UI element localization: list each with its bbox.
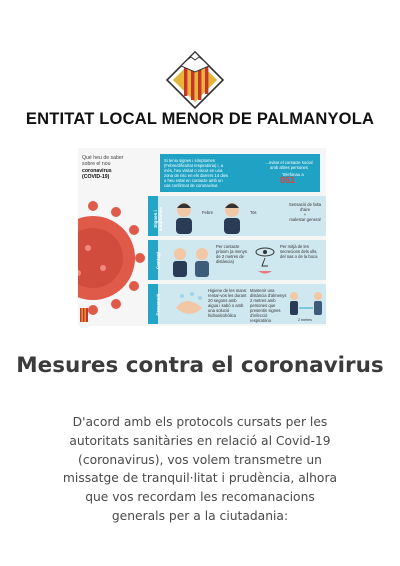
handwashing-text: Higiene de les mans: rentar-vos les durant 20 segons amb aigua i sabó o amb una solució hidroalcohòlica [208, 288, 248, 318]
cough-text: Tos [250, 210, 257, 215]
covid-infographic [78, 148, 326, 326]
secretions-text: Per mitjà de les secrecions dels ulls, del nas o de la boca [280, 244, 318, 259]
infographic-title [82, 155, 148, 181]
organization-title: ENTITAT LOCAL MENOR DE PALMANYOLA [25, 110, 375, 128]
cough-person-icon [218, 200, 248, 234]
fever-text: Febre [202, 210, 213, 215]
fever-person-icon [170, 200, 200, 234]
close-contact-text: Per contacte pròxim (a menys de 2 metres de distància) [216, 244, 247, 264]
two-meters-label: 2 metres [298, 318, 312, 322]
handwashing-icon [172, 290, 206, 320]
infographic-title-line: (COVID-19) [82, 174, 110, 181]
page-heading: Mesures contra el coronavirus [16, 353, 384, 378]
eye-nose-mouth-icon [252, 246, 278, 276]
symptoms-label: Signes i símptomes [153, 206, 163, 232]
close-contact-icon [170, 244, 214, 278]
municipal-crest-icon [165, 50, 225, 110]
emergency-phone: 061 [280, 175, 296, 185]
malaise-label: malestar general [289, 217, 321, 222]
intro-paragraph: D'acord amb els protocols cursats per les autoritats sanitàries en relació al Covid-19 (coronavirus), vos volem transmetre un missatge de tranquil·litat i prudència, alhora que vos recordam les recomanacions generals per a la ciutadania: [62, 415, 338, 523]
shortness-breath-label: Sensació de falta d'aire [288, 202, 322, 212]
avoid-contact-text: ...evitar el contacte social amb altres persones [265, 160, 313, 170]
distance-text: Mantenir una distància d'almenys 2 metres amb persones que presentin signes d'infecció respiratòria [250, 288, 287, 323]
infographic-top-box [160, 154, 320, 192]
infographic-title-line: sobre el nou [82, 161, 111, 168]
contagion-label: Contagi [155, 251, 161, 270]
infographic-title-line: Què heu de saber [82, 155, 124, 161]
shortness-breath-text: Sensació de falta d'aire + malestar general [288, 202, 322, 222]
government-logo-icon [80, 308, 88, 322]
phone-label: Telefonau a [282, 172, 304, 177]
prevention-label: Prevenció [155, 293, 161, 316]
symptoms-intro-text: Si teniu signes i símptomes (Febre/dificultat respiratòria) i, a més, heu visitat o viscut en una zona de risc en els darrers 14 dies o heu estat en contacte amb un cas confirmat de coronavirus [164, 158, 229, 188]
infographic-title-line: coronavirus [82, 167, 112, 174]
